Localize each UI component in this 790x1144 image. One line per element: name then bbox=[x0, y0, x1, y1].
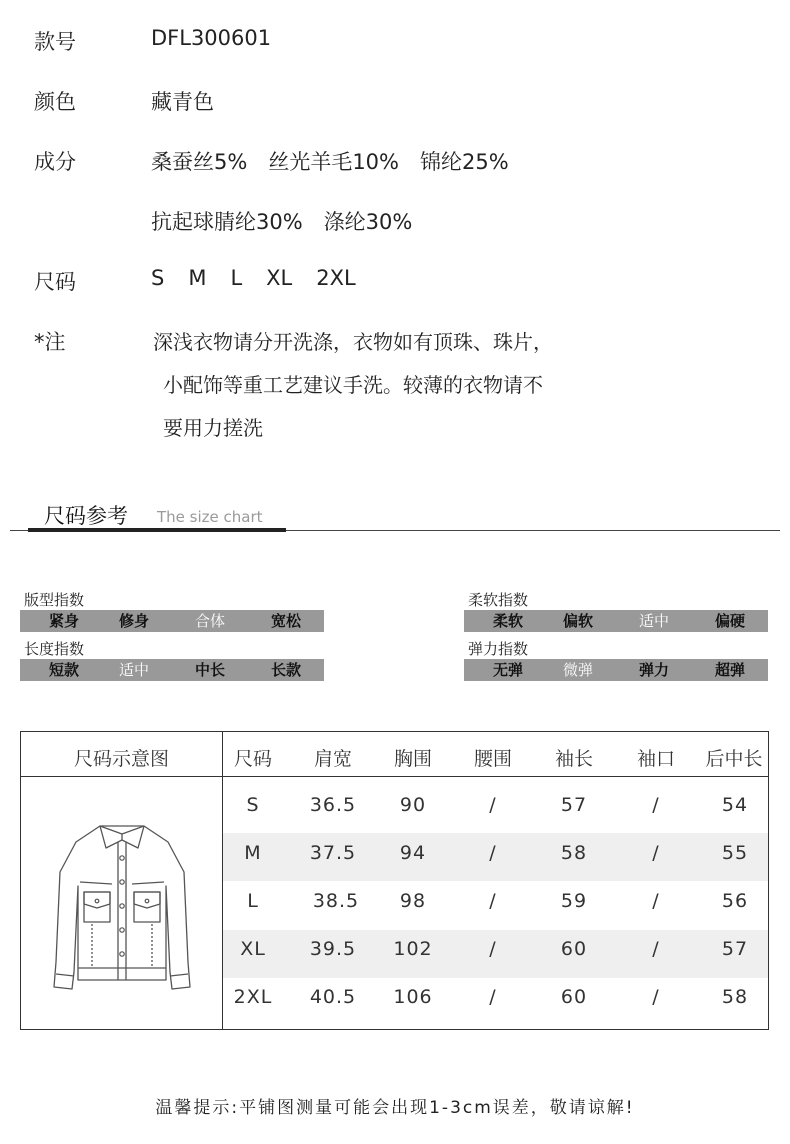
fit-option: 宽松 bbox=[270, 612, 301, 630]
diagram-header: 尺码示意图 bbox=[73, 748, 169, 770]
cell-sleeve: 57 bbox=[560, 794, 588, 816]
code-label: 款号 bbox=[34, 30, 76, 54]
cell-size: XL bbox=[240, 938, 266, 960]
composition-line-2: 抗起球腈纶30% 涤纶30% bbox=[151, 210, 413, 234]
column-header-cuff: 袖口 bbox=[636, 748, 675, 770]
heading-underline bbox=[28, 528, 286, 532]
fit-option: 合体 bbox=[194, 612, 225, 630]
softness-option: 偏硬 bbox=[714, 612, 745, 630]
elasticity-option: 超弹 bbox=[714, 661, 745, 679]
softness-option: 柔软 bbox=[492, 612, 523, 630]
note-line-2: 小配饰等重工艺建议手洗。较薄的衣物请不 bbox=[163, 373, 543, 397]
cell-back-length: 55 bbox=[721, 842, 749, 864]
length-option: 长款 bbox=[270, 661, 301, 679]
softness-option: 偏软 bbox=[562, 612, 593, 630]
cell-sleeve: 60 bbox=[560, 938, 588, 960]
cell-chest: 94 bbox=[399, 842, 427, 864]
fit-option: 修身 bbox=[118, 612, 149, 630]
elasticity-option: 无弹 bbox=[492, 661, 523, 679]
color-value: 藏青色 bbox=[151, 90, 214, 114]
measurement-tip: 温馨提示:平铺图测量可能会出现1-3cm误差，敬请谅解! bbox=[155, 1098, 635, 1118]
elasticity-index-label: 弹力指数 bbox=[468, 640, 529, 658]
size-item: M bbox=[188, 266, 207, 290]
jacket-flat-sketch-icon bbox=[36, 812, 208, 1002]
cell-waist: / bbox=[489, 842, 497, 864]
cell-chest: 102 bbox=[393, 938, 433, 960]
cell-back-length: 54 bbox=[721, 794, 749, 816]
note-line-1: 深浅衣物请分开洗涤，衣物如有顶珠、珠片， bbox=[153, 330, 553, 354]
size-item: XL bbox=[266, 266, 293, 290]
cell-sleeve: 59 bbox=[560, 890, 588, 912]
size-item: S bbox=[151, 266, 165, 290]
column-header-chest: 胸围 bbox=[393, 748, 432, 770]
size-item: L bbox=[230, 266, 243, 290]
cell-shoulder: 38.5 bbox=[312, 890, 360, 912]
cell-size: L bbox=[247, 890, 259, 912]
column-header-waist: 腰围 bbox=[473, 748, 512, 770]
size-label: 尺码 bbox=[34, 270, 76, 294]
column-header-sleeve: 袖长 bbox=[554, 748, 593, 770]
size-item: 2XL bbox=[316, 266, 356, 290]
cell-chest: 106 bbox=[393, 986, 433, 1008]
cell-shoulder: 40.5 bbox=[309, 986, 357, 1008]
length-option: 短款 bbox=[48, 661, 79, 679]
size-list bbox=[151, 266, 380, 290]
length-index-label: 长度指数 bbox=[24, 640, 85, 658]
size-chart-subtitle: The size chart bbox=[157, 508, 263, 526]
cell-chest: 98 bbox=[399, 890, 427, 912]
cell-chest: 90 bbox=[399, 794, 427, 816]
elasticity-option: 微弹 bbox=[562, 661, 593, 679]
cell-back-length: 56 bbox=[721, 890, 749, 912]
fit-index-bar bbox=[20, 610, 324, 632]
length-index-bar bbox=[20, 659, 324, 681]
composition-label: 成分 bbox=[34, 150, 76, 174]
cell-size: 2XL bbox=[233, 986, 273, 1008]
cell-size: S bbox=[246, 794, 260, 816]
cell-shoulder: 39.5 bbox=[309, 938, 357, 960]
cell-shoulder: 37.5 bbox=[309, 842, 357, 864]
elasticity-index-bar bbox=[464, 659, 768, 681]
column-header-shoulder: 肩宽 bbox=[313, 748, 352, 770]
column-header-size: 尺码 bbox=[233, 748, 272, 770]
cell-back-length: 57 bbox=[721, 938, 749, 960]
color-label: 颜色 bbox=[34, 90, 76, 114]
table-header-divider bbox=[21, 776, 768, 777]
cell-waist: / bbox=[489, 890, 497, 912]
cell-waist: / bbox=[489, 986, 497, 1008]
cell-sleeve: 58 bbox=[560, 842, 588, 864]
softness-option: 适中 bbox=[638, 612, 669, 630]
cell-cuff: / bbox=[652, 794, 660, 816]
softness-index-bar bbox=[464, 610, 768, 632]
composition-line-1: 桑蚕丝5% 丝光羊毛10% 锦纶25% bbox=[151, 150, 509, 174]
softness-index-label: 柔软指数 bbox=[468, 591, 529, 609]
size-chart-title: 尺码参考 bbox=[44, 504, 128, 528]
column-header-back-length: 后中长 bbox=[705, 748, 763, 770]
code-value: DFL300601 bbox=[151, 26, 272, 50]
cell-cuff: / bbox=[652, 986, 660, 1008]
cell-shoulder: 36.5 bbox=[309, 794, 357, 816]
cell-cuff: / bbox=[652, 890, 660, 912]
length-option: 中长 bbox=[194, 661, 225, 679]
length-option: 适中 bbox=[118, 661, 149, 679]
cell-sleeve: 60 bbox=[560, 986, 588, 1008]
note-label: *注 bbox=[34, 330, 66, 354]
note-line-3: 要用力搓洗 bbox=[163, 416, 263, 440]
cell-waist: / bbox=[489, 938, 497, 960]
elasticity-option: 弹力 bbox=[638, 661, 669, 679]
fit-option: 紧身 bbox=[48, 612, 79, 630]
fit-index-label: 版型指数 bbox=[24, 591, 85, 609]
cell-waist: / bbox=[489, 794, 497, 816]
cell-size: M bbox=[244, 842, 262, 864]
cell-back-length: 58 bbox=[721, 986, 749, 1008]
cell-cuff: / bbox=[652, 938, 660, 960]
cell-cuff: / bbox=[652, 842, 660, 864]
table-column-divider bbox=[222, 732, 223, 1029]
